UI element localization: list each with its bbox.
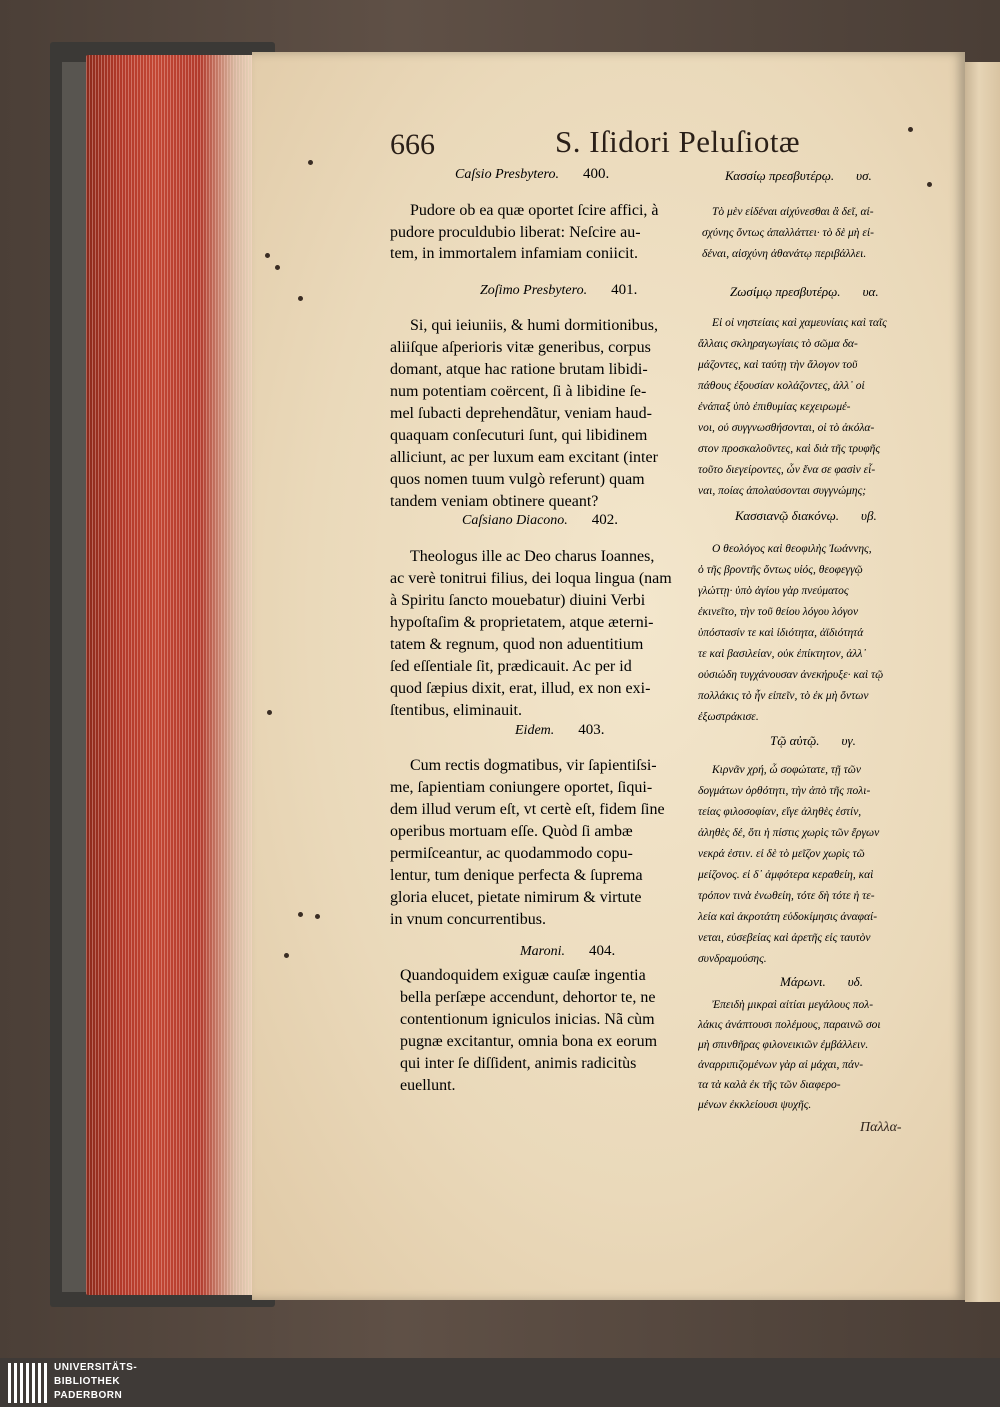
greek-line: ἐκινεῖτο, τὴν τοῦ θείου λόγου λόγον: [698, 606, 859, 618]
page-edges: [86, 55, 261, 1295]
greek-heading: [770, 733, 856, 749]
greek-line: νεκρά ἐστιν. εἰ δὲ τὸ μεῖζον χωρὶς τῶ: [698, 848, 865, 860]
greek-line: στον προσκαλοῦντες, καὶ διὰ τῆς τρυφῆς: [698, 443, 881, 455]
greek-line: ἄλλαις σκληραγωγίαις τὸ σῶμα δα-: [698, 338, 858, 350]
greek-line: μείζονος. εἰ δ᾽ ἀμφότερα κεραθείη, καὶ: [698, 869, 874, 881]
latin-line: tem, in immortalem infamiam coniicit.: [390, 245, 638, 262]
greek-line: Τὸ μὲν εἰδέναι αἰχύνεσθαι ἃ δεῖ, αἰ-: [712, 206, 874, 218]
wormhole: [284, 953, 289, 958]
greek-line: Ἐπειδὴ μικραὶ αἰτίαι μεγάλους πολ-: [712, 999, 874, 1011]
greek-line: νοι, οὐ συγγνωσθήσονται, οἱ τὸ ἀκόλα-: [698, 422, 875, 434]
heading-number: 401.: [611, 282, 638, 298]
latin-line: hypoſtaſim & proprietatem, atque æterni-: [390, 614, 654, 631]
latin-line: ſtentibus, eliminauit.: [390, 702, 522, 719]
latin-line: aliiſque aſperioris vitæ generibus, corpus: [390, 339, 651, 356]
heading-number: 403.: [578, 722, 605, 738]
heading-title: Zoſimo Presbytero.: [480, 283, 588, 298]
greek-line: λεία καὶ ἀκροτάτη εὐδοκίμησις ἀναφαί-: [698, 911, 878, 923]
greek-line: ἀναρριπιζομένων γὰρ αἱ μάχαι, πάν-: [698, 1059, 864, 1071]
library-name-line: UNIVERSITÄTS-: [54, 1362, 138, 1373]
greek-line: πολλάκις τὸ ἦν εἰπεῖν, τὸ ἐκ μὴ ὄντων: [698, 690, 869, 702]
latin-heading: [462, 512, 618, 529]
greek-line: τείας φιλοσοφίαν, εἴγε ἀληθὲς ἐστίν,: [698, 806, 862, 818]
greek-line: τα τὰ καλὰ ἐκ τῆς τῶν διαφερο-: [698, 1079, 841, 1091]
heading-title: Κασσίῳ πρεσβυτέρῳ.: [725, 168, 835, 183]
library-footer: [0, 1358, 1000, 1407]
wormhole: [308, 160, 313, 165]
wormhole: [298, 912, 303, 917]
greek-line: τρόπον τινὰ ἑνωθείη, τότε δὴ τότε ἡ τε-: [698, 890, 875, 902]
wormhole: [267, 710, 272, 715]
library-logo-icon: [8, 1363, 48, 1403]
greek-line: οὐσιώδη τυγχάνουσαν ἀνεκήρυξε· καὶ τῷ: [698, 669, 884, 681]
wormhole: [927, 182, 932, 187]
latin-line: quos nomen tuum vulgò referunt) quam: [390, 471, 645, 488]
greek-line: τε καὶ βασιλείαν, οὐκ ἐπίκτητον, ἀλλ᾽: [698, 648, 867, 660]
greek-line: νεται, εὐσεβείας καὶ ἀρετῆς εἰς ταυτὸν: [698, 932, 871, 944]
greek-line: ναι, ποίας ἀπολαύσονται συγγνώμης;: [698, 485, 867, 497]
heading-title: Ζωσίμῳ πρεσβυτέρῳ.: [730, 284, 841, 299]
greek-line: δέναι, αἰσχύνη ἀθανάτῳ περιβάλλει.: [702, 248, 867, 260]
wormhole: [298, 296, 303, 301]
latin-heading: [455, 166, 609, 183]
heading-number: 402.: [591, 512, 619, 528]
latin-line: bella perſæpe accendunt, dehortor te, ne: [400, 989, 656, 1006]
latin-line: alliciunt, ac per luxum eam excitant (inter: [390, 449, 658, 466]
latin-line: Quandoquidem exiguæ cauſæ ingentia: [400, 967, 646, 984]
latin-line: dem illud verum eſt, vt certè eſt, fidem ſine: [390, 801, 665, 818]
latin-line: euellunt.: [400, 1077, 456, 1094]
heading-number: 400.: [582, 166, 610, 182]
latin-line: qui inter ſe diſſident, animis radicitùs: [400, 1055, 637, 1072]
greek-line: Ο θεολόγος καὶ θεοφιλὴς Ἰωάννης,: [712, 543, 872, 555]
latin-line: pugnæ excitantur, omnia bona ex eorum: [400, 1033, 658, 1050]
heading-number: υγ.: [841, 733, 856, 748]
greek-line: πάθους ἐξουσίαν κολάζοντες, ἀλλ᾽ οἱ: [698, 380, 865, 392]
greek-line: σχύνης ὄντως ἀπαλλάττει· τὸ δὲ μὴ εἰ-: [702, 227, 874, 239]
latin-line: quaquam conſecuturi ſunt, qui libidinem: [390, 427, 648, 444]
latin-line: Cum rectis dogmatibus, vir ſapientiſsi-: [410, 757, 657, 774]
library-name-line: PADERBORN: [54, 1390, 123, 1401]
greek-line: γλώττῃ· ὑπὸ ἁγίου γὰρ πνεύματος: [698, 585, 849, 597]
latin-line: lentur, tum denique perfecta & ſuprema: [390, 867, 643, 884]
latin-line: in vnum concurrentibus.: [390, 911, 546, 928]
latin-line: ac verè tonitrui filius, dei loqua lingua (nam: [390, 570, 672, 587]
latin-line: tatem & regnum, quod non aduentitium: [390, 636, 644, 653]
wormhole: [275, 265, 280, 270]
latin-line: permiſceantur, ac quodammodo copu-: [390, 845, 633, 862]
latin-line: domant, atque hac ratione brutam libidi-: [390, 361, 648, 378]
greek-line: Εἰ οἱ νηστείαις καὶ χαμευνίαις καὶ ταῖς: [712, 317, 887, 329]
latin-heading: [520, 943, 615, 960]
facing-page-edge: [965, 62, 1000, 1302]
wormhole: [265, 253, 270, 258]
catchword: Παλλα-: [860, 1120, 902, 1135]
latin-line: pudore proculdubio liberat: Neſcire au-: [390, 224, 641, 241]
heading-title: Caſsio Presbytero.: [455, 167, 559, 182]
greek-line: μένων ἐκκλείουσι ψυχῆς.: [698, 1099, 812, 1111]
latin-line: Si, qui ieiuniis, & humi dormitionibus,: [410, 317, 659, 334]
heading-number: υσ.: [856, 168, 872, 183]
latin-line: mel ſubacti deprehendãtur, veniam haud-: [390, 405, 652, 422]
library-name-line: BIBLIOTHEK: [54, 1376, 121, 1387]
greek-line: ὑπόστασίν τε καὶ ἰδιότητα, ἀϊδιότητά: [698, 627, 864, 639]
greek-line: ἐξωστράκισε.: [698, 711, 759, 723]
greek-line: μάζοντες, καὶ ταύτῃ τὴν ἄλογον τοῦ: [698, 359, 858, 371]
latin-line: num potentiam coërcent, ſi à libidine ſe-: [390, 383, 647, 400]
heading-number: υδ.: [847, 974, 863, 989]
latin-line: me, ſapientiam coniungere oportet, ſiqui-: [390, 779, 653, 796]
greek-line: Κιρνᾶν χρή, ὦ σοφώτατε, τῇ τῶν: [712, 764, 861, 776]
latin-line: Pudore ob ea quæ oportet ſcire affici, à: [410, 202, 659, 219]
latin-line: operibus mortuam eſſe. Quòd ſi ambæ: [390, 823, 633, 840]
greek-line: συνδραμούσης.: [698, 953, 767, 965]
heading-number: 404.: [588, 943, 616, 959]
greek-heading: [725, 168, 872, 184]
heading-title: Eidem.: [515, 723, 555, 738]
latin-line: quod ſæpius dixit, erat, illud, ex non exi-: [390, 680, 651, 697]
greek-line: ἐνάπαξ ὑπὸ ἐπιθυμίας κεχειρωμέ-: [698, 401, 851, 413]
heading-title: Κασσιανῷ διακόνῳ.: [735, 508, 839, 523]
greek-heading: [730, 284, 879, 300]
page-number: 666: [390, 128, 435, 161]
wormhole: [315, 914, 320, 919]
latin-line: tandem veniam obtinere queant?: [390, 493, 599, 510]
cover-spine-edge: [62, 62, 87, 1292]
heading-number: υα.: [862, 284, 879, 299]
greek-line: δογμάτων ὀρθότητι, τὴν ἀπὸ τῆς πολι-: [698, 785, 871, 797]
heading-title: Τῷ αὐτῷ.: [770, 733, 820, 748]
latin-line: Theologus ille ac Deo charus Ioannes,: [410, 548, 655, 565]
greek-line: ἀληθὲς δέ, ὅτι ἡ πίστις χωρὶς τῶν ἔργων: [698, 827, 880, 839]
greek-line: μὴ σπινθῆρας φιλονεικιῶν ἐμβάλλειν.: [698, 1039, 869, 1051]
heading-title: Caſsiano Diacono.: [462, 513, 568, 528]
heading-title: Μάρωνι.: [780, 974, 826, 989]
greek-heading: [735, 508, 877, 524]
running-title: S. Iſidori Peluſiotæ: [555, 124, 801, 159]
latin-line: contentionum igniculos inicias. Nã cùm: [400, 1011, 655, 1028]
wormhole: [908, 127, 913, 132]
latin-heading: [515, 722, 605, 739]
greek-line: τοῦτο διεγείροντες, ὧν ἕνα σε φασὶν εἶ-: [698, 464, 876, 476]
latin-line: gloria elucet, pietate nimirum & virtute: [390, 889, 642, 906]
latin-heading: [480, 282, 637, 299]
greek-line: λάκις ἀνάπτουσι πολέμους, παραινῶ σοι: [698, 1019, 881, 1031]
heading-title: Maroni.: [520, 944, 565, 959]
heading-number: υβ.: [861, 508, 877, 523]
greek-line: ὁ τῆς βροντῆς ὄντως υἱός, θεοφεγγῷ: [698, 564, 863, 576]
latin-line: ſed eſſentiale ſit, prædicauit. Ac per id: [390, 658, 632, 675]
latin-line: à Spiritu ſancto mouebatur) diuini Verbi: [390, 592, 646, 609]
greek-heading: [780, 974, 863, 990]
